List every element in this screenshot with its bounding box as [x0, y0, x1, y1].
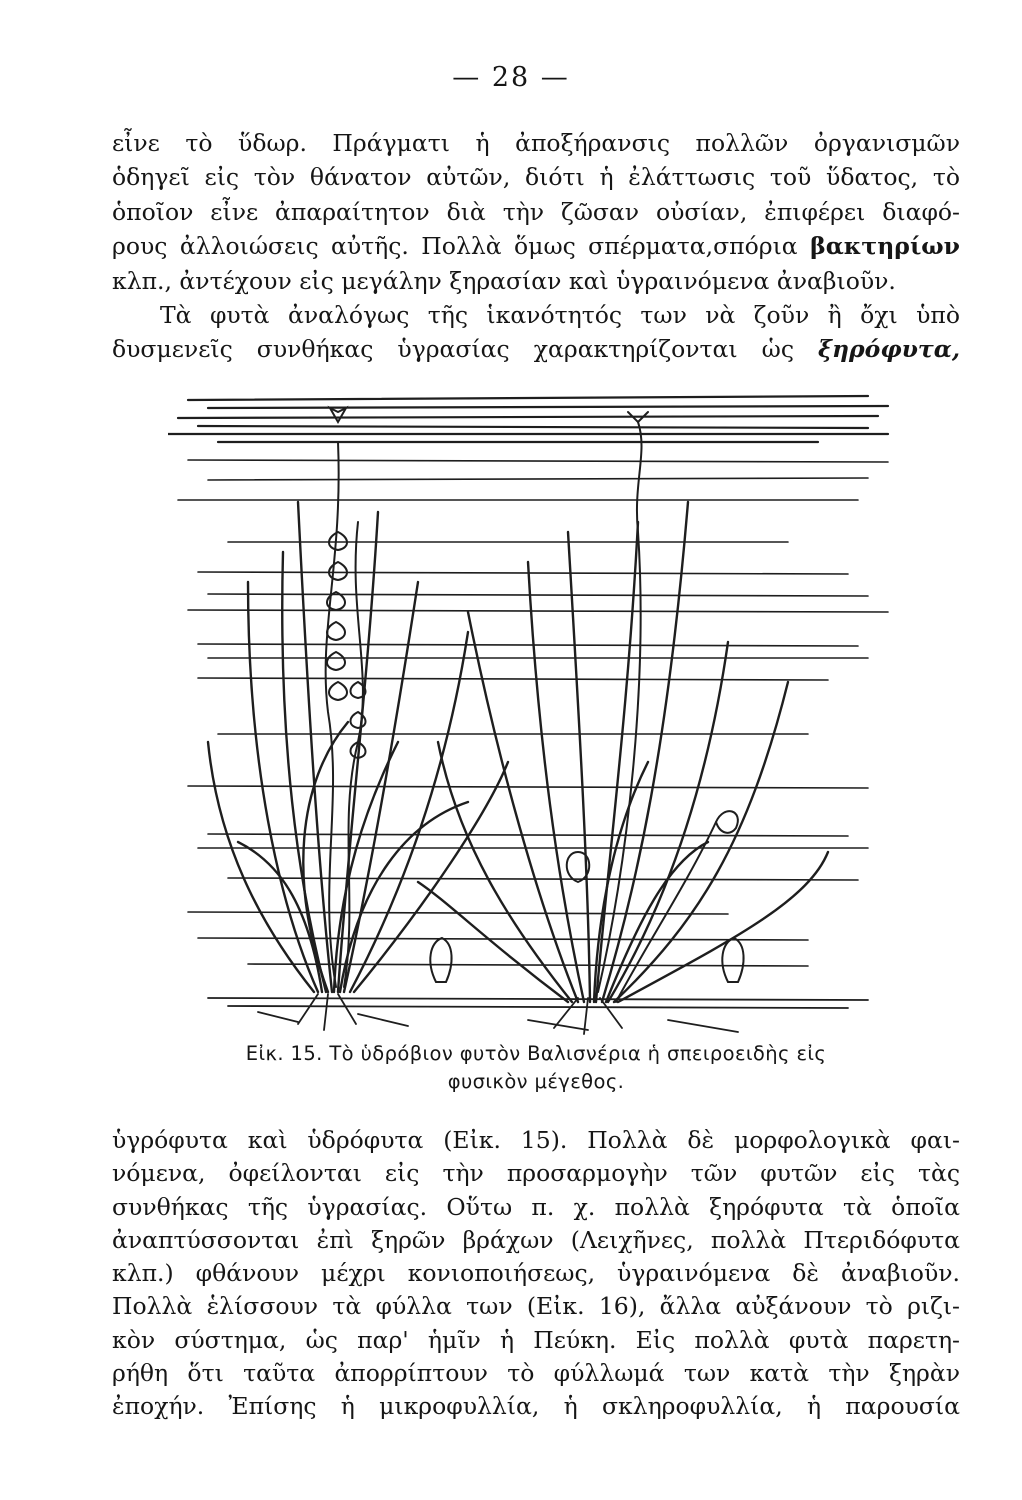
water-surface-lines	[168, 396, 888, 442]
caption-line: φυσικὸν μέγεθος.	[447, 1070, 625, 1093]
right-plant-leaves	[418, 502, 828, 1002]
bottom-paragraph	[112, 1124, 960, 1424]
line-text: ὑγρόφυτα καὶ ὑδρόφυτα (Εἰκ. 15). Πολλὰ δὲ μορφολογικὰ φαι-	[112, 1126, 960, 1154]
text-line	[112, 1124, 960, 1157]
line-text: νόμενα, ὀφείλονται εἰς τὴν προσαρμογὴν τῶν φυτῶν εἰς τὰς	[112, 1159, 960, 1188]
text-line	[112, 1191, 960, 1224]
vallisneria-illustration	[168, 382, 908, 1037]
line-text: κλπ., ἀντέχουν εἰς μεγάλην ξηρασίαν καὶ ὑγραινόμενα ἀναβιοῦν.	[112, 266, 896, 295]
text-line	[112, 1290, 960, 1323]
page-number: — 28 —	[452, 62, 570, 93]
text-line	[112, 1157, 960, 1190]
top-paragraph	[112, 126, 960, 367]
line-text: δυσμενεῖς συνθήκας ὑγρασίας χαρακτηρίζονται ὡς	[112, 335, 794, 364]
line-text: συνθήκας τῆς ὑγρασίας. Οὕτω π. χ. πολλὰ ξηρόφυτα τὰ ὁποῖα	[112, 1192, 960, 1221]
line-text: ρήθη ὅτι ταῦτα ἀπορρίπτουν τὸ φύλλωμά των κατὰ τὴν ξηρὰν	[112, 1359, 960, 1388]
text-line	[112, 195, 960, 229]
vallisneria-figure	[168, 382, 908, 1037]
text-line	[112, 229, 960, 263]
line-text: κὸν σύστημα, ὡς παρ' ἡμῖν ἡ Πεύκη. Εἰς πολλὰ φυτὰ παρετη-	[112, 1325, 960, 1354]
line-text: ρους ἀλλοιώσεις αὐτῆς. Πολλὰ ὅμως σπέρματα,σπόρια	[112, 232, 798, 261]
line-text: κλπ.) φθάνουν μέχρι κονιοποιήσεως, ὑγραινόμενα δὲ ἀναβιοῦν.	[112, 1259, 960, 1288]
text-line	[112, 160, 960, 194]
line-text: Τὰ φυτὰ ἀναλόγως τῆς ἱκανότητός των νὰ ζοῦν ἢ ὄχι ὑπὸ	[160, 300, 960, 329]
term-xerophyta: ξηρόφυτα,	[818, 335, 960, 364]
text-line	[112, 1224, 960, 1257]
figure-caption	[112, 1040, 960, 1096]
text-line	[112, 298, 960, 332]
text-line	[112, 1324, 960, 1357]
text-line	[112, 1257, 960, 1290]
text-line	[112, 332, 960, 366]
text-line	[112, 264, 960, 298]
line-text: ὁποῖον εἶνε ἀπαραίτητον διὰ τὴν ζῶσαν οὐσίαν, ἐπιφέρει διαφό-	[112, 197, 960, 226]
caption-line: Εἰκ. 15. Τὸ ὑδρόβιον φυτὸν Βαλισνέρια ἡ σπειροειδὴς εἰς	[245, 1042, 827, 1065]
line-text: εἶνε τὸ ὕδωρ. Πράγματι ἡ ἀποξήρανσις πολλῶν ὀργανισμῶν	[112, 129, 960, 157]
line-text: ἀναπτύσσονται ἐπὶ ξηρῶν βράχων (Λειχῆνες, πολλὰ Πτεριδόφυτα	[112, 1225, 960, 1254]
text-line	[112, 1357, 960, 1390]
line-text: ἐποχήν. Ἐπίσης ἡ μικροφυλλία, ἡ σκληροφυλλία, ἡ παρουσία	[112, 1392, 960, 1421]
text-line	[112, 126, 960, 160]
line-text: Πολλὰ ἑλίσσουν τὰ φύλλα των (Εἰκ. 16), ἄλλα αὐξάνουν τὸ ριζι-	[112, 1292, 960, 1321]
bold-word: βακτηρίων	[810, 232, 960, 261]
line-text: ὁδηγεῖ εἰς τὸν θάνατον αὐτῶν, διότι ἡ ἐλάττωσις τοῦ ὕδατος, τὸ	[112, 163, 960, 192]
text-line	[112, 1390, 960, 1423]
ground-and-roots	[208, 994, 868, 1034]
